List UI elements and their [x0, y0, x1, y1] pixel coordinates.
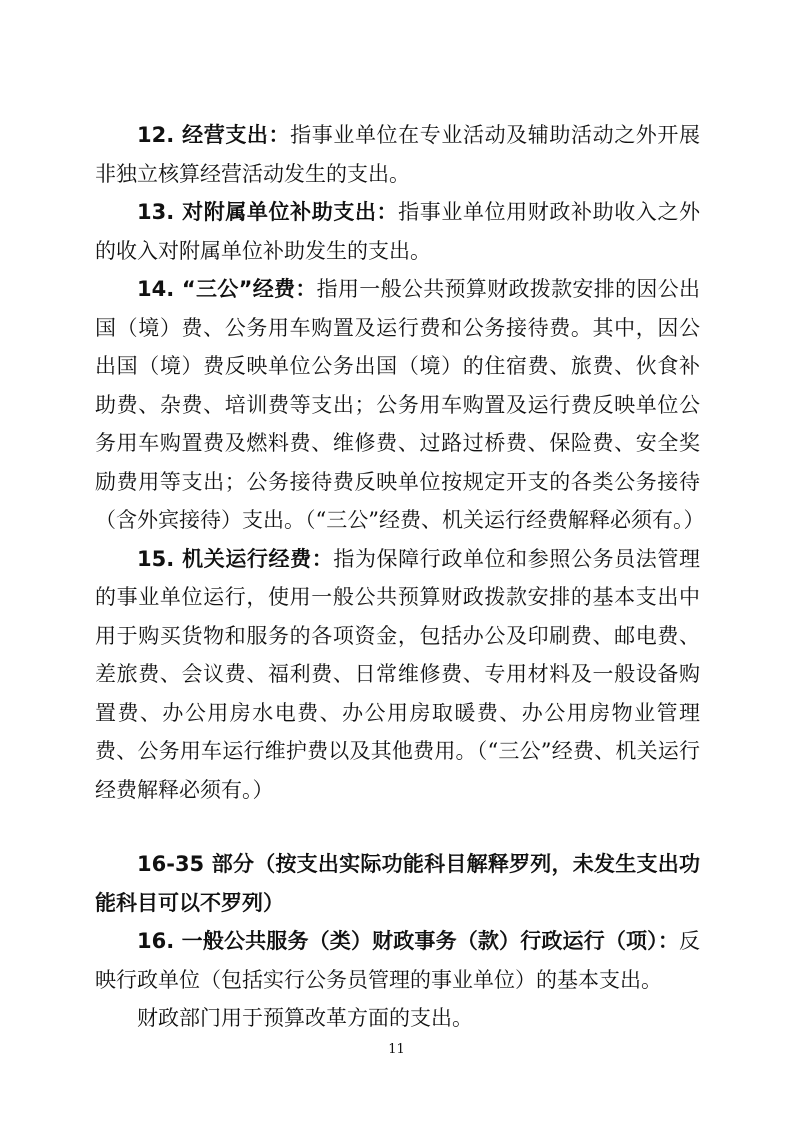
- term-definition: 指用一般公共预算财政拨款安排的因公出国（境）费、公务用车购置及运行费和公务接待费。其中，因公出国（境）费反映单位公务出国（境）的住宿费、旅费、伙食补助费、杂费、培训费等支出；公务用车购置及运行费反映单位公务用车购置费及燃料费、维修费、过路过桥费、保险费、安全奖励费用等支出；公务接待费反映单位按规定开支的各类公务接待（含外宾接待）支出。（“三公”经费、机关运行经费解释必须有。）: [95, 277, 705, 532]
- term-definition: 指事业单位用财政补助收入之外的收入对附属单位补助发生的支出。: [95, 200, 701, 263]
- document-body: [95, 116, 705, 1038]
- term-heading: 14. “三公”经费：: [137, 277, 317, 301]
- section-spacer: [95, 809, 700, 845]
- term-definition: 反映行政单位（包括实行公务员管理的事业单位）的基本支出。: [95, 929, 700, 992]
- page-number: 11: [388, 1042, 405, 1057]
- term-heading: 12. 经营支出：: [137, 123, 291, 147]
- term-definition: 财政部门用于预算改革方面的支出。: [137, 1006, 473, 1030]
- section-heading-text: 16-35 部分（按支出实际功能科目解释罗列，未发生支出功能科目可以不罗列）: [95, 852, 700, 915]
- paragraph-13: [95, 193, 700, 270]
- paragraph-16: [95, 922, 700, 999]
- section-heading: [95, 845, 700, 922]
- paragraph-14: [95, 270, 705, 540]
- paragraph-note: [95, 999, 700, 1038]
- paragraph-12: [95, 116, 700, 193]
- term-heading: 16. 一般公共服务（类）财政事务（款）行政运行（项）：: [137, 929, 679, 953]
- term-definition: 指事业单位在专业活动及辅助活动之外开展非独立核算经营活动发生的支出。: [95, 123, 701, 186]
- term-heading: 15. 机关运行经费：: [137, 546, 334, 571]
- term-definition: 指为保障行政单位和参照公务员法管理的事业单位运行，使用一般公共预算财政拨款安排的基本支出中用于购买货物和服务的各项资金，包括办公及印刷费、邮电费、差旅费、会议费、福利费、日常维修费、专用材料及一般设备购置费、办公用房水电费、办公用房取暖费、办公用房物业管理费、公务用车运行维护费以及其他费用。（“三公”经费、机关运行经费解释必须有。）: [95, 546, 700, 802]
- term-heading: 13. 对附属单位补助支出：: [137, 200, 399, 224]
- paragraph-15: [95, 540, 700, 810]
